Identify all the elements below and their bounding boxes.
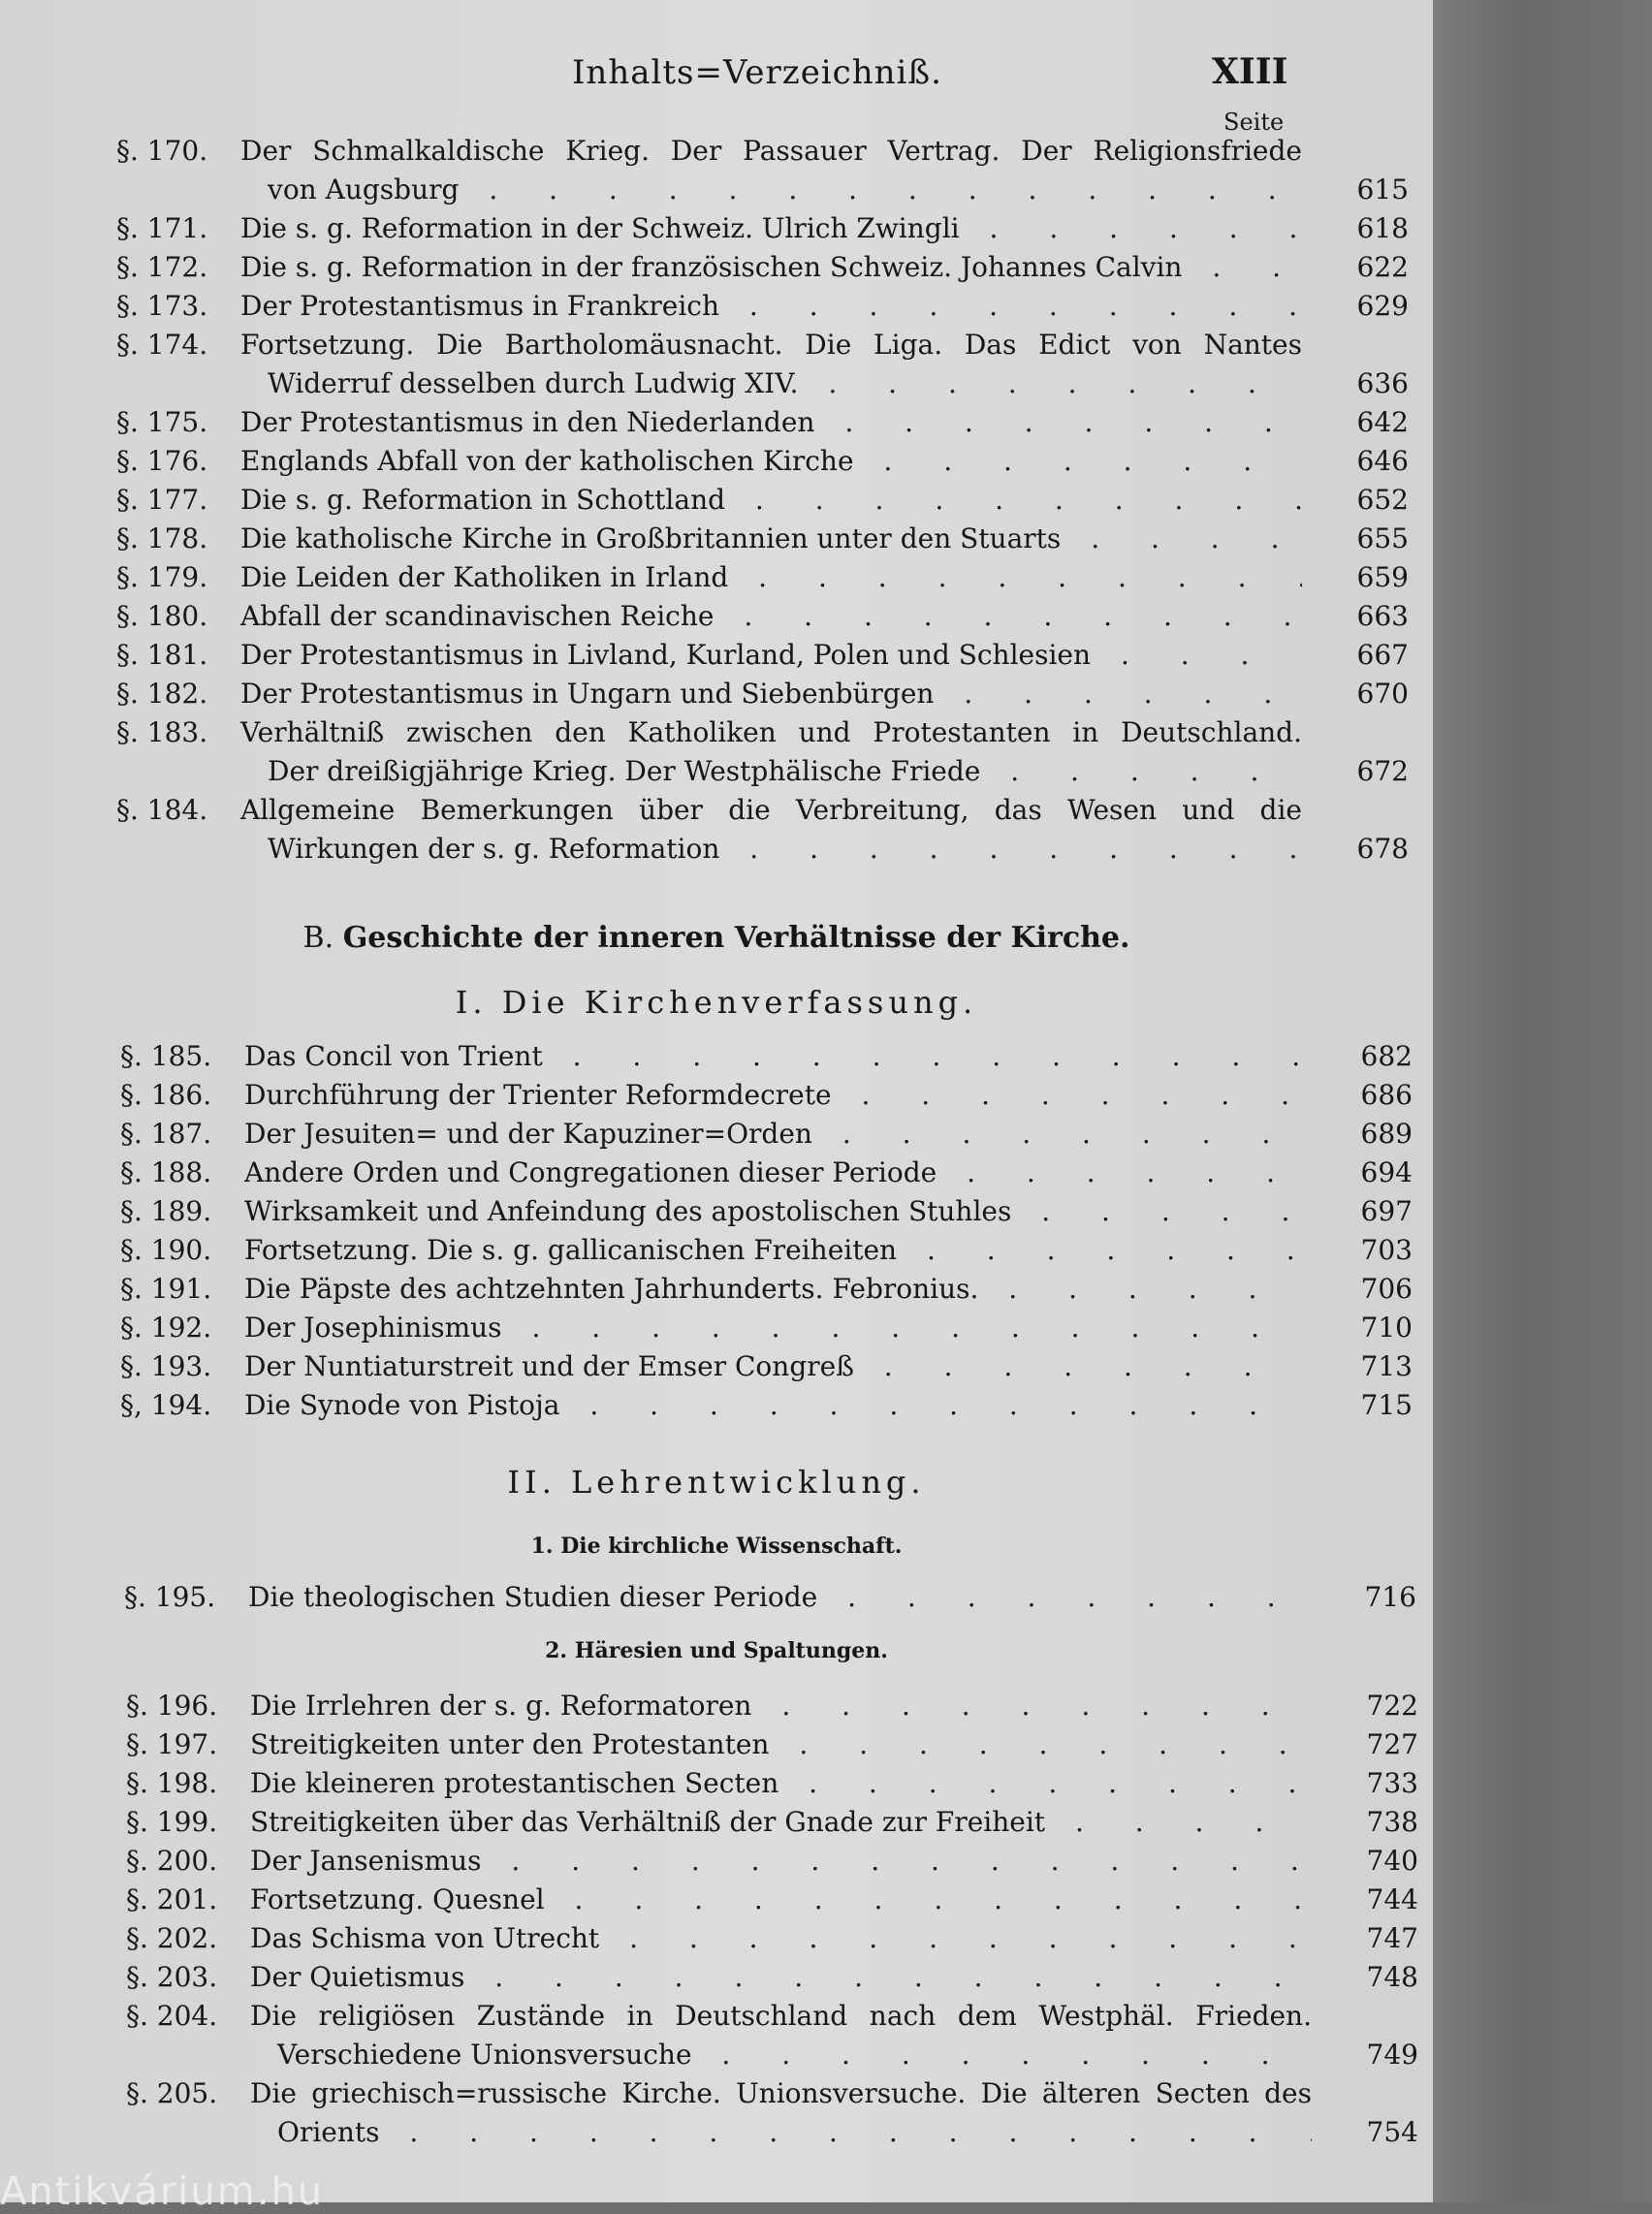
toc-entry (120, 1270, 1419, 1309)
section-number: §. 185. (120, 1040, 212, 1072)
toc-entry (116, 403, 1415, 442)
page-ref: 744 (1366, 1883, 1418, 1915)
section-title: Das Concil von Trient . . . (244, 1037, 1306, 1076)
toc-entry (116, 248, 1415, 287)
page-number: XIII (1212, 51, 1288, 92)
section-number: §. 188. (120, 1156, 212, 1188)
section-title: Der Jesuiten= und der Kapuziner=Orden . . . (244, 1115, 1306, 1154)
section-title: Die s. g. Reformation in der Schweiz. Ulrich Zwingli . . . (240, 209, 1302, 248)
toc-entry (126, 1687, 1425, 1725)
section-title: Der Josephinismus . . . (244, 1309, 1306, 1347)
section-title: Die kleineren protestantischen Secten . . . (250, 1764, 1312, 1803)
toc-entry (116, 442, 1415, 481)
toc-entry (120, 1076, 1419, 1115)
section-title: Das Schisma von Utrecht . . . (250, 1919, 1312, 1958)
toc-entry (116, 481, 1415, 520)
page-ref: 670 (1356, 678, 1409, 710)
toc-entry (116, 326, 1415, 403)
page-ref: 713 (1360, 1350, 1413, 1382)
section-number: §. 186. (120, 1079, 212, 1111)
section-title: Die katholische Kirche in Großbritannien unter den Stuarts . . . (240, 520, 1302, 558)
section-b-title: Geschichte der inneren Verhältnisse der Kirche. (342, 921, 1130, 955)
page-edge-shadow (1433, 0, 1652, 2202)
section-number: §. 176. (116, 445, 208, 477)
section-number: §. 191. (120, 1273, 212, 1305)
page-ref: 636 (1356, 367, 1409, 399)
toc-entry (120, 1115, 1419, 1154)
section-title (240, 326, 1302, 403)
section-number: §. 197. (126, 1728, 218, 1760)
page-ref: 667 (1356, 639, 1409, 671)
section-title: Andere Orden und Congregationen dieser Periode . . . (244, 1154, 1306, 1192)
section-number: §. 170. (116, 135, 208, 167)
section-number: §. 195. (124, 1581, 216, 1613)
toc-entry (120, 1347, 1419, 1386)
section-title-line2: Verschiedene Unionsversuche . . . (250, 2036, 1312, 2074)
section-title: Durchführung der Trienter Reformdecrete . . . (244, 1076, 1306, 1115)
toc-entry (120, 1192, 1419, 1231)
toc-entry (124, 1578, 1423, 1617)
section-title (240, 713, 1302, 791)
toc-entry (126, 1764, 1425, 1803)
section-title: Der Jansenismus . . . (250, 1842, 1312, 1881)
page-ref: 629 (1356, 290, 1409, 322)
page-ref: 706 (1360, 1273, 1413, 1305)
toc-entry (116, 558, 1415, 597)
page-ref: 655 (1356, 522, 1409, 554)
page-ref: 749 (1366, 2039, 1418, 2071)
section-title: Der Quietismus . . . (250, 1958, 1312, 1997)
section-number: §. 192. (120, 1312, 212, 1344)
section-title: Der Protestantismus in Frankreich . . . (240, 287, 1302, 326)
section-number: §. 196. (126, 1690, 218, 1722)
page-ref: 748 (1366, 1961, 1418, 1993)
section-number: §. 201. (126, 1883, 218, 1915)
section-number: §. 190. (120, 1234, 212, 1266)
category-wissenschaft: 1. Die kirchliche Wissenschaft. (530, 1534, 903, 1559)
section-title: Streitigkeiten über das Verhältniß der Gnade zur Freiheit . . . (250, 1803, 1312, 1842)
section-title: Der Protestantismus in Livland, Kurland, Polen und Schlesien . . . (240, 636, 1302, 675)
section-title-line1: Die religiösen Zustände in Deutschland nach dem Westphäl. Frieden. (250, 2000, 1312, 2032)
section-title: Die theologischen Studien dieser Periode . . . (248, 1578, 1310, 1617)
section-number: §. 204. (126, 2000, 218, 2032)
section-number: §. 177. (116, 484, 208, 516)
page-ref: 703 (1360, 1234, 1413, 1266)
running-title: Inhalts=Verzeichniß. (572, 53, 942, 92)
section-title: Streitigkeiten unter den Protestanten . . . (250, 1725, 1312, 1764)
page-ref: 663 (1356, 600, 1409, 632)
section-title: Abfall der scandinavischen Reiche . . . (240, 597, 1302, 636)
section-title: Fortsetzung. Quesnel . . . (250, 1881, 1312, 1919)
page-ref: 697 (1360, 1195, 1413, 1227)
toc-entry (126, 1725, 1425, 1764)
page-ref: 747 (1366, 1922, 1418, 1954)
section-number: §. 183. (116, 716, 208, 748)
section-title-line2: von Augsburg . . . (240, 171, 1302, 209)
section-number: §. 202. (126, 1922, 218, 1954)
subheading-kirchenverfassung: I. Die Kirchenverfassung. (455, 984, 978, 1021)
page-ref: 716 (1364, 1581, 1416, 1613)
page-ref: 678 (1356, 833, 1409, 865)
section-title: Die Synode von Pistoja . . . (244, 1386, 1306, 1425)
toc-entry (126, 1842, 1425, 1881)
toc-entry (126, 2074, 1425, 2152)
page-ref: 740 (1366, 1845, 1418, 1877)
toc-entry (116, 597, 1415, 636)
toc-entry (116, 132, 1415, 209)
toc-entry (126, 1958, 1425, 1997)
section-number: §. 189. (120, 1195, 212, 1227)
section-title-line1: Verhältniß zwischen den Katholiken und Protestanten in Deutschland. (240, 716, 1302, 748)
section-title (250, 2074, 1312, 2152)
section-title: Wirksamkeit und Anfeindung des apostolischen Stuhles . . . (244, 1192, 1306, 1231)
toc-entry (116, 791, 1415, 869)
section-number: §. 181. (116, 639, 208, 671)
section-title-line2: Orients . . . (250, 2113, 1312, 2152)
section-title (240, 791, 1302, 869)
section-number: §. 199. (126, 1806, 218, 1838)
section-title: Der Protestantismus in Ungarn und Siebenbürgen . . . (240, 675, 1302, 713)
toc-entry (120, 1037, 1419, 1076)
section-title: Die s. g. Reformation in der französischen Schweiz. Johannes Calvin . . . (240, 248, 1302, 287)
section-title-line2: Der dreißigjährige Krieg. Der Westphälische Friede . . . (240, 752, 1302, 791)
section-number: §. 180. (116, 600, 208, 632)
page-ref: 689 (1360, 1118, 1413, 1150)
section-number: §. 203. (126, 1961, 218, 1993)
page-ref: 722 (1366, 1690, 1418, 1722)
section-number: §. 193. (120, 1350, 212, 1382)
page-ref: 733 (1366, 1767, 1418, 1799)
page-ref: 652 (1356, 484, 1409, 516)
toc-entry (120, 1309, 1419, 1347)
page-ref: 659 (1356, 561, 1409, 593)
page-ref: 738 (1366, 1806, 1418, 1838)
toc-entry (126, 1881, 1425, 1919)
section-title: Der Protestantismus in den Niederlanden . . . (240, 403, 1302, 442)
watermark: Antikvárium.hu (0, 2169, 325, 2214)
toc-entry (120, 1154, 1419, 1192)
section-title-line2: Widerruf desselben durch Ludwig XIV. . . . (240, 364, 1302, 403)
section-b-letter: B. (302, 921, 334, 955)
section-title (240, 132, 1302, 209)
toc-entry (116, 675, 1415, 713)
section-number: §. 179. (116, 561, 208, 593)
section-number: §. 205. (126, 2077, 218, 2109)
page-ref: 715 (1360, 1389, 1413, 1421)
section-title: Die s. g. Reformation in Schottland . . . (240, 481, 1302, 520)
section-title: Fortsetzung. Die s. g. gallicanischen Freiheiten . . . (244, 1231, 1306, 1270)
page-ref: 754 (1366, 2116, 1418, 2148)
page-ref: 618 (1356, 212, 1409, 244)
section-number: §, 194. (120, 1389, 212, 1421)
section-title (250, 1997, 1312, 2074)
toc-entry (116, 209, 1415, 248)
section-title: Die Päpste des achtzehnten Jahrhunderts. Febronius. . . . (244, 1270, 1306, 1309)
section-title: Die Leiden der Katholiken in Irland . . . (240, 558, 1302, 597)
section-number: §. 172. (116, 251, 208, 283)
section-title-line1: Der Schmalkaldische Krieg. Der Passauer Vertrag. Der Religionsfriede (240, 135, 1302, 167)
section-number: §. 182. (116, 678, 208, 710)
page-ref: 642 (1356, 406, 1409, 438)
subheading-lehrentwicklung: II. Lehrentwicklung. (507, 1464, 926, 1501)
section-number: §. 178. (116, 522, 208, 554)
toc-entry (116, 636, 1415, 675)
section-title-line1: Fortsetzung. Die Bartholomäusnacht. Die Liga. Das Edict von Nantes (240, 329, 1302, 361)
toc-entry (126, 1997, 1425, 2074)
toc-entry (116, 713, 1415, 791)
page-ref: 727 (1366, 1728, 1418, 1760)
page-ref: 694 (1360, 1156, 1413, 1188)
category-haeresien: 2. Häresien und Spaltungen. (545, 1638, 888, 1663)
section-b-heading (0, 921, 1433, 955)
section-number: §. 187. (120, 1118, 212, 1150)
page-ref: 686 (1360, 1079, 1413, 1111)
section-number: §. 174. (116, 329, 208, 361)
section-title-line2: Wirkungen der s. g. Reformation . . . (240, 830, 1302, 869)
section-number: §. 200. (126, 1845, 218, 1877)
page-ref: 682 (1360, 1040, 1413, 1072)
section-number: §. 173. (116, 290, 208, 322)
toc-entry (116, 287, 1415, 326)
section-title-line1: Allgemeine Bemerkungen über die Verbreitung, das Wesen und die (240, 794, 1302, 826)
toc-entry (116, 520, 1415, 558)
toc-entry (126, 1919, 1425, 1958)
toc-entry (126, 1803, 1425, 1842)
toc-entry (120, 1231, 1419, 1270)
section-title: Englands Abfall von der katholischen Kirche . . . (240, 442, 1302, 481)
page-ref: 622 (1356, 251, 1409, 283)
page-ref: 646 (1356, 445, 1409, 477)
section-title: Die Irrlehren der s. g. Reformatoren . . . (250, 1687, 1312, 1725)
seite-label: Seite (1223, 109, 1285, 136)
section-number: §. 171. (116, 212, 208, 244)
section-title-line1: Die griechisch=russische Kirche. Unionsversuche. Die älteren Secten des (250, 2077, 1312, 2109)
section-number: §. 184. (116, 794, 208, 826)
toc-entry (120, 1386, 1419, 1425)
section-number: §. 175. (116, 406, 208, 438)
page-ref: 672 (1356, 755, 1409, 787)
page-header (0, 53, 1433, 111)
section-title: Der Nuntiaturstreit und der Emser Congreß . . . (244, 1347, 1306, 1386)
page-ref: 710 (1360, 1312, 1413, 1344)
section-number: §. 198. (126, 1767, 218, 1799)
page-ref: 615 (1356, 174, 1409, 206)
